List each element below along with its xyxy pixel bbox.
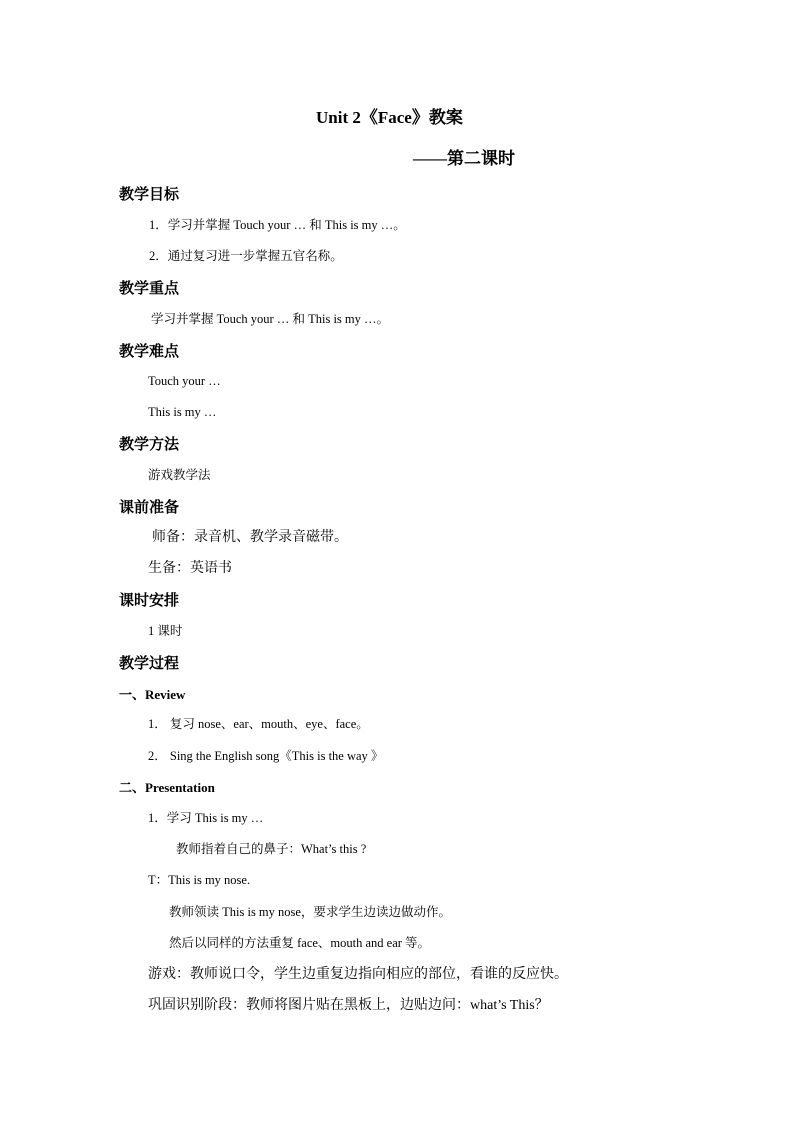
preparation-heading: 课前准备: [119, 498, 180, 516]
presentation-item-6: 游戏：教师说口令，学生边重复边指向相应的部位，看谁的反应快。: [148, 967, 568, 982]
review-item-1: 1． 复习 nose、ear、mouth、eye、face。: [148, 717, 369, 731]
key-points-item-1: 学习并掌握 Touch your … 和 This is my …。: [151, 312, 390, 326]
presentation-item-2: 教师指着自己的鼻子：What’s this ?: [176, 842, 367, 856]
key-points-heading: 教学重点: [119, 279, 180, 297]
difficulties-item-1: Touch your …: [148, 374, 221, 388]
objectives-heading: 教学目标: [119, 185, 180, 203]
preparation-student: 生备：英语书: [148, 561, 232, 576]
presentation-item-1: 1．学习 This is my …: [148, 811, 264, 825]
preparation-teacher: 师备：录音机、教学录音磁带。: [152, 530, 348, 545]
presentation-item-3: T：This is my nose.: [148, 873, 251, 887]
document-title: Unit 2《Face》教案: [316, 108, 463, 127]
presentation-item-7: 巩固识别阶段：教师将图片贴在黑板上，边贴边问：what’s This？: [148, 998, 549, 1013]
presentation-item-5: 然后以同样的方法重复 face、mouth and ear 等。: [169, 936, 431, 950]
review-heading: 一、Review: [119, 687, 186, 702]
methods-item-1: 游戏教学法: [148, 468, 211, 482]
document-subtitle: ——第二课时: [413, 149, 515, 168]
objectives-item-1: 1．学习并掌握 Touch your … 和 This is my …。: [149, 218, 406, 232]
schedule-item-1: 1 课时: [148, 624, 183, 638]
schedule-heading: 课时安排: [119, 591, 180, 609]
review-item-2: 2． Sing the English song《This is the way 》: [148, 749, 384, 763]
presentation-item-4: 教师领读 This is my nose，要求学生边读边做动作。: [169, 905, 451, 919]
difficulties-item-2: This is my …: [148, 405, 217, 419]
process-heading: 教学过程: [119, 654, 180, 672]
objectives-item-2: 2．通过复习进一步掌握五官名称。: [149, 249, 343, 263]
methods-heading: 教学方法: [119, 435, 180, 453]
difficulties-heading: 教学难点: [119, 342, 180, 360]
presentation-heading: 二、Presentation: [119, 780, 215, 795]
